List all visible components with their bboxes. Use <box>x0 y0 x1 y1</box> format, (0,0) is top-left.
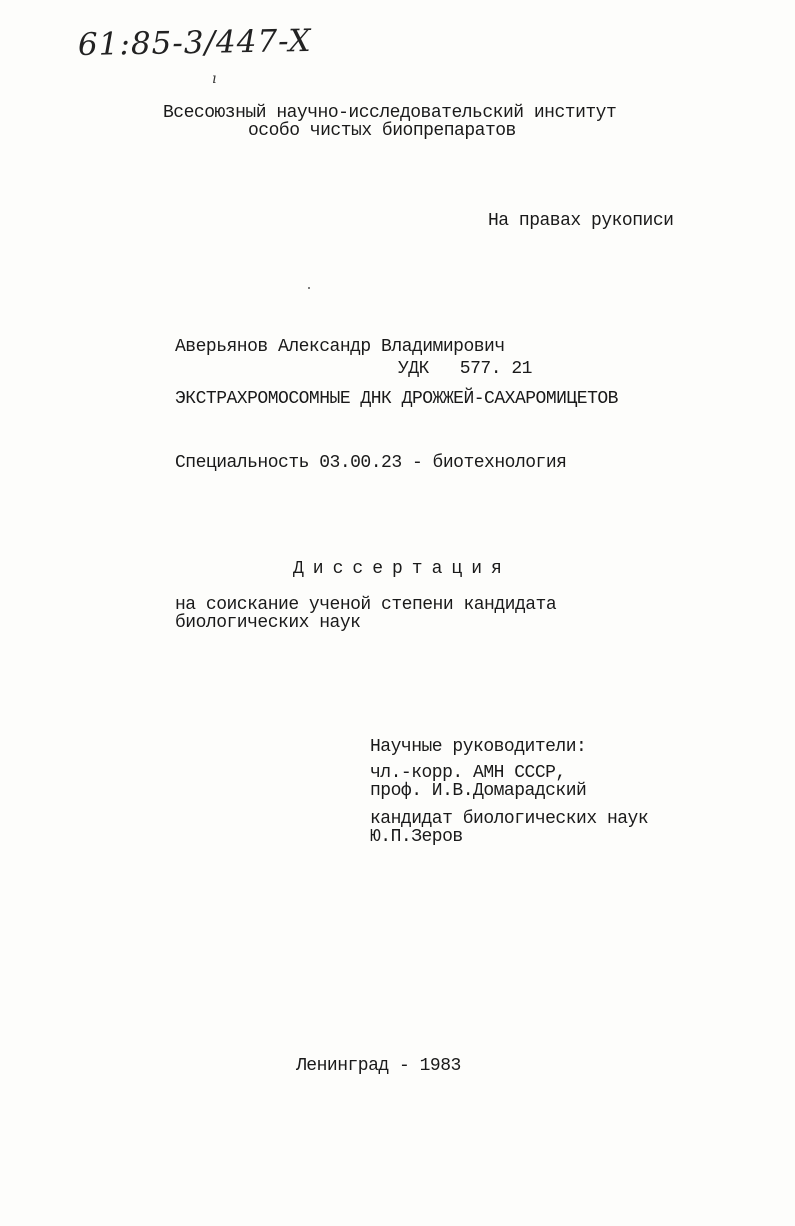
institute-line-1: Всесоюзный научно-исследовательский институт <box>163 103 617 123</box>
handwritten-tick-mark: ı <box>212 71 217 87</box>
handwritten-archive-number: 61:85-3/447-X <box>77 22 312 64</box>
degree-line-2: биологических наук <box>175 613 361 633</box>
supervisor-2-title: кандидат биологических наук <box>370 809 649 829</box>
udk-code: УДК 577. 21 <box>398 359 532 379</box>
supervisor-1-name: проф. И.В.Домарадский <box>370 781 587 801</box>
place-and-year: Ленинград - 1983 <box>296 1056 461 1076</box>
author-name: Аверьянов Александр Владимирович <box>175 337 505 357</box>
supervisor-2-name: Ю.П.Зеров <box>370 827 463 847</box>
institute-line-2: особо чистых биопрепаратов <box>248 121 516 141</box>
speck-1 <box>308 287 310 289</box>
degree-line-1: на соискание ученой степени кандидата <box>175 595 557 615</box>
specialty: Специальность 03.00.23 - биотехнология <box>175 453 567 473</box>
dissertation-title: ЭКСТРАХРОМОСОМНЫЕ ДНК ДРОЖЖЕЙ-САХАРОМИЦЕТОВ <box>175 389 618 409</box>
supervisor-1-title: чл.-корр. АМН СССР, <box>370 763 566 783</box>
document-type: Диссертация <box>293 559 511 579</box>
supervisors-heading: Научные руководители: <box>370 737 587 757</box>
rights-note: На правах рукописи <box>488 211 674 231</box>
